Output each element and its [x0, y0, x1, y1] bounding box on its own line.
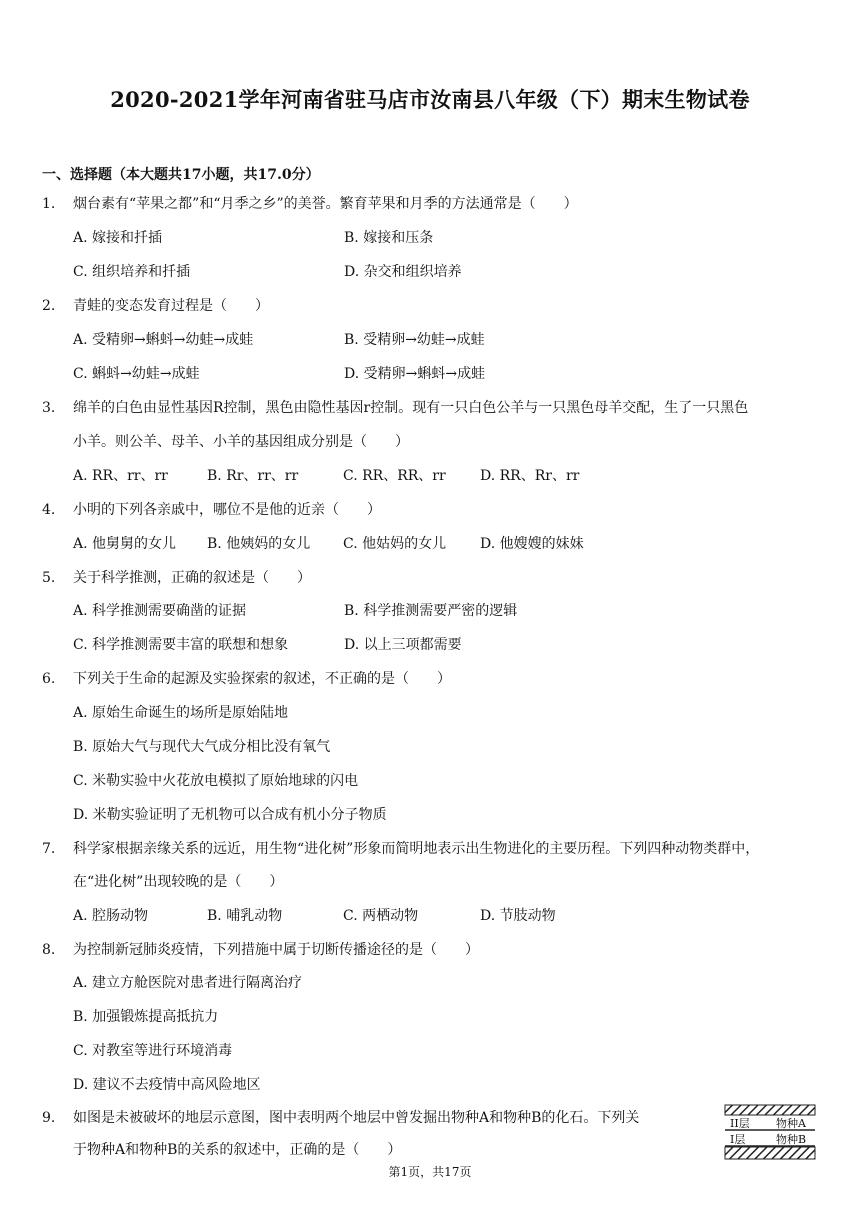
page-footer: 第1页，共17页 [388, 1165, 472, 1179]
section-heading: 一、选择题（本大题共17小题，共17.0分） [42, 167, 320, 183]
question-text-continued: 小羊。则公羊、母羊、小羊的基因组成分别是（ ） [73, 434, 409, 450]
option-b: B. 他姨妈的女儿 [207, 536, 311, 552]
option-a: A. RR、rr、rr [73, 468, 168, 484]
question-text: 烟台素有“苹果之都”和“月季之乡”的美誉。繁育苹果和月季的方法通常是（ ） [73, 196, 578, 212]
option-d: D. 杂交和组织培养 [344, 264, 462, 280]
question-number: 9. [42, 1110, 56, 1126]
question-text: 小明的下列各亲戚中，哪位不是他的近亲（ ） [73, 502, 381, 518]
question-number: 3. [42, 400, 56, 416]
rock-strata-figure [724, 1104, 816, 1162]
bottom-hatched-layer [725, 1147, 815, 1159]
option-c: C. 两栖动物 [343, 908, 419, 924]
question-number: 6. [42, 671, 56, 687]
option-d: D. 以上三项都需要 [344, 637, 462, 653]
layer-2-label: II层 [730, 1117, 750, 1130]
top-hatched-layer [725, 1105, 815, 1115]
question-text: 下列关于生命的起源及实验探索的叙述，不正确的是（ ） [73, 671, 451, 687]
species-a-label: 物种A [776, 1117, 806, 1130]
option-a: A. 嫁接和扦插 [73, 230, 163, 246]
option-a: A. 腔肠动物 [73, 908, 149, 924]
question-text: 科学家根据亲缘关系的远近，用生物“进化树”形象而简明地表示出生物进化的主要历程。下列四种动物类群中， [73, 841, 760, 857]
option-d: D. RR、Rr、rr [480, 468, 580, 484]
question-text-continued: 于物种A和物种B的关系的叙述中，正确的是（ ） [73, 1142, 402, 1158]
option-d: D. 节肢动物 [480, 908, 556, 924]
option-d: D. 受精卵→蝌蚪→成蛙 [344, 366, 486, 382]
question-text: 为控制新冠肺炎疫情，下列措施中属于切断传播途径的是（ ） [73, 942, 479, 958]
question-number: 4. [42, 502, 56, 518]
option-b: B. 受精卵→幼蛙→成蛙 [344, 332, 485, 348]
option-c: C. 科学推测需要丰富的联想和想象 [73, 637, 289, 653]
option-d: D. 建议不去疫情中高风险地区 [73, 1077, 261, 1093]
question-number: 2. [42, 298, 56, 314]
option-a: A. 他舅舅的女儿 [73, 536, 177, 552]
option-b: B. Rr、rr、rr [207, 468, 299, 484]
option-d: D. 米勒实验证明了无机物可以合成有机小分子物质 [73, 807, 387, 823]
option-b: B. 嫁接和压条 [344, 230, 434, 246]
option-b: B. 加强锻炼提高抵抗力 [73, 1009, 219, 1025]
option-a: A. 科学推测需要确凿的证据 [73, 603, 247, 619]
option-b: B. 科学推测需要严密的逻辑 [344, 603, 518, 619]
layer-1-label: I层 [730, 1133, 746, 1146]
question-number: 5. [42, 570, 56, 586]
option-b: B. 哺乳动物 [207, 908, 283, 924]
option-a: A. 受精卵→蝌蚪→幼蛙→成蛙 [73, 332, 254, 348]
option-c: C. 组织培养和扦插 [73, 264, 191, 280]
option-a: A. 建立方舱医院对患者进行隔离治疗 [73, 975, 303, 991]
question-text: 绵羊的白色由显性基因R控制，黑色由隐性基因r控制。现有一只白色公羊与一只黑色母羊交配，生了一只黑色 [73, 400, 749, 416]
question-number: 1. [42, 196, 56, 212]
question-text: 如图是未被破坏的地层示意图，图中表明两个地层中曾发掘出物种A和物种B的化石。下列关 [73, 1110, 640, 1126]
option-d: D. 他嫂嫂的妹妹 [480, 536, 584, 552]
option-c: C. 米勒实验中火花放电模拟了原始地球的闪电 [73, 773, 359, 789]
question-text: 关于科学推测，正确的叙述是（ ） [73, 570, 311, 586]
question-text-continued: 在“进化树”出现较晚的是（ ） [73, 874, 284, 890]
question-number: 8. [42, 942, 56, 958]
question-number: 7. [42, 841, 56, 857]
page-title: 2020-2021学年河南省驻马店市汝南县八年级（下）期末生物试卷 [110, 87, 750, 112]
question-text: 青蛙的变态发育过程是（ ） [73, 298, 269, 314]
option-b: B. 原始大气与现代大气成分相比没有氧气 [73, 739, 331, 755]
option-a: A. 原始生命诞生的场所是原始陆地 [73, 705, 289, 721]
option-c: C. 对教室等进行环境消毒 [73, 1043, 233, 1059]
option-c: C. 他姑妈的女儿 [343, 536, 447, 552]
option-c: C. 蝌蚪→幼蛙→成蛙 [73, 366, 200, 382]
option-c: C. RR、RR、rr [343, 468, 446, 484]
species-b-label: 物种B [776, 1133, 807, 1146]
